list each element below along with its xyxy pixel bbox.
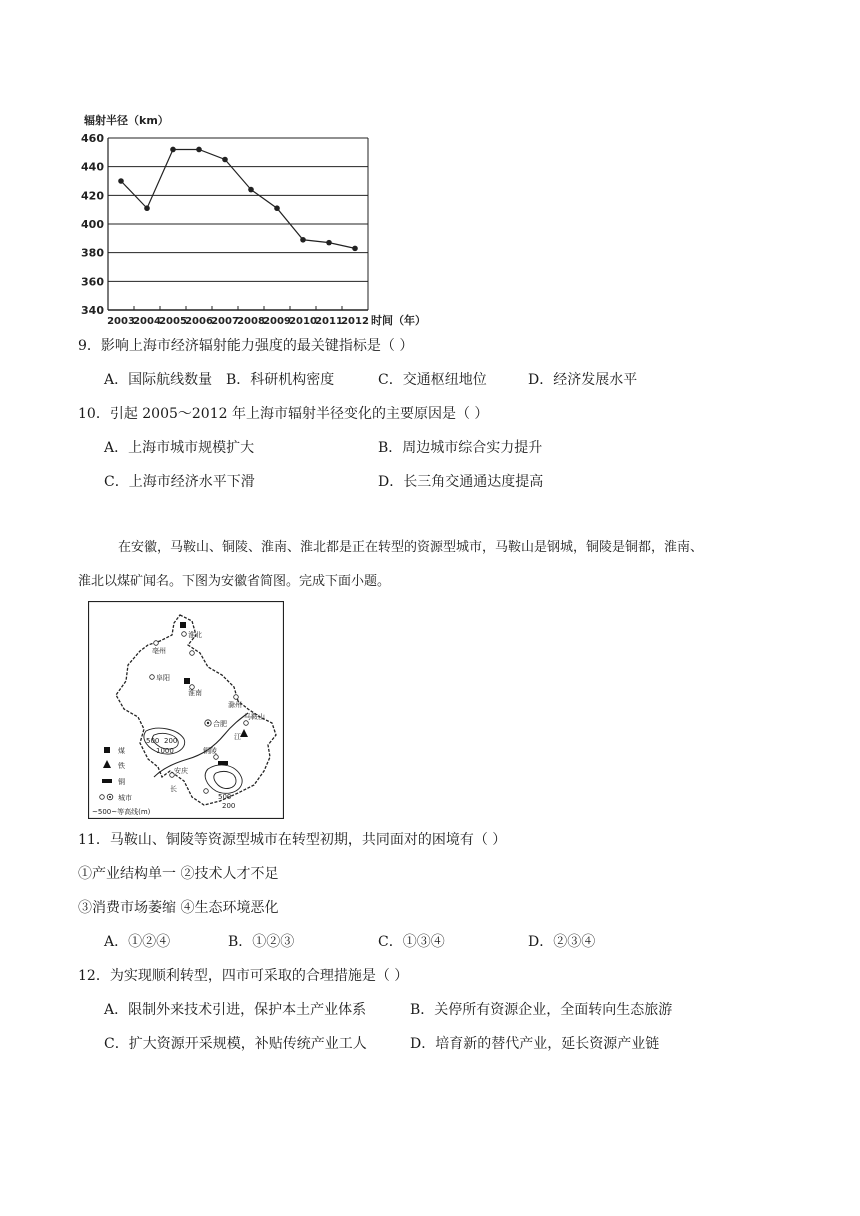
legend-city-circle [100, 795, 105, 800]
data-point-2008 [248, 187, 254, 193]
intro-line-2: 淮北以煤矿闻名。下图为安徽省简图。完成下面小题。 [78, 574, 391, 589]
q9-option-a[interactable]: A．国际航线数量 [104, 372, 213, 388]
q9-option-b[interactable]: B．科研机构密度 [226, 372, 335, 388]
anhui-map [88, 601, 284, 819]
coal-symbol-huaibei [180, 622, 186, 628]
data-point-2012 [352, 246, 358, 252]
q12-option-d[interactable]: D．培育新的替代产业，延长资源产业链 [410, 1036, 660, 1052]
data-point-2007 [222, 157, 228, 163]
legend-coal-symbol [104, 747, 110, 753]
q10-option-c[interactable]: C．上海市经济水平下滑 [104, 474, 255, 490]
river-char-jiang: 江 [234, 733, 241, 741]
copper-symbol-tongling [218, 761, 228, 765]
q9-option-c[interactable]: C．交通枢纽地位 [378, 372, 487, 388]
x-tick-label-2004: 2004 [133, 316, 161, 327]
q11-option-a[interactable]: A．①②④ [104, 934, 171, 950]
x-axis-label: 时间（年） [371, 314, 426, 327]
contour-label-500-a: 500 [146, 737, 160, 745]
y-tick-label-420: 420 [81, 189, 104, 203]
city-label-tongling: 铜陵 [203, 747, 217, 755]
city-label-fuyang: 阜阳 [156, 674, 170, 682]
intro-line-1: 在安徽，马鞍山、铜陵、淮南、淮北都是正在转型的资源型城市，马鞍山是钢城，铜陵是铜都，淮南、 [118, 540, 704, 555]
q11-option-c[interactable]: C．①③④ [378, 934, 445, 950]
legend-copper-label: 铜 [118, 778, 125, 786]
data-point-2010 [300, 237, 306, 243]
contour-label-500-b: 500 [218, 793, 232, 801]
radius-line-chart [70, 106, 460, 334]
city-circle-huaibei [182, 632, 187, 637]
coal-symbol-huainan [184, 678, 190, 684]
x-tick-label-2009: 2009 [263, 316, 291, 327]
y-axis-label: 辐射半径（km） [84, 114, 169, 127]
city-label-maanshan: 马鞍山 [244, 713, 265, 721]
question-10-stem: 10．引起 2005～2012 年上海市辐射半径变化的主要原因是（ ） [78, 406, 489, 422]
legend-contour-label: ~500~等高线(m) [92, 808, 151, 816]
city-label-chuzhou: 滁州 [228, 701, 242, 709]
city-circle-south [204, 789, 209, 794]
q11-option-b[interactable]: B．①②③ [228, 934, 295, 950]
x-tick-label-2005: 2005 [159, 316, 187, 327]
data-point-2011 [326, 240, 332, 246]
x-tick-label-2003: 2003 [107, 316, 135, 327]
data-point-2003 [118, 178, 124, 184]
city-label-anqing: 安庆 [174, 767, 188, 775]
question-11-stem: 11．马鞍山、铜陵等资源型城市在转型初期，共同面对的困境有（ ） [78, 832, 507, 848]
q12-option-b[interactable]: B．关停所有资源企业，全面转向生态旅游 [410, 1002, 673, 1018]
y-tick-label-360: 360 [81, 275, 104, 289]
radius-series-line [121, 149, 355, 248]
city-label-huainan: 淮南 [188, 689, 202, 697]
city-circle-hefei-inner [207, 722, 209, 724]
legend-city-circle-capital-dot [109, 796, 111, 798]
data-point-2009 [274, 205, 280, 211]
city-label-huaibei: 淮北 [188, 631, 202, 639]
city-circle-maanshan [244, 721, 249, 726]
legend-coal-label: 煤 [118, 747, 125, 755]
question-12-stem: 12．为实现顺利转型，四市可采取的合理措施是（ ） [78, 968, 409, 984]
q12-option-c[interactable]: C．扩大资源开采规模，补贴传统产业工人 [104, 1036, 367, 1052]
city-circle-extra [190, 651, 195, 656]
city-circle-chuzhou [234, 695, 239, 700]
city-circle-tongling [214, 755, 219, 760]
contour-label-200-b: 200 [222, 802, 236, 810]
city-circle-fuyang [150, 675, 155, 680]
q11-statement-line-1: ①产业结构单一 ②技术人才不足 [78, 866, 279, 882]
data-point-2005 [170, 147, 176, 153]
question-9-stem: 9．影响上海市经济辐射能力强度的最关键指标是（ ） [78, 338, 414, 354]
x-tick-label-2010: 2010 [289, 316, 317, 327]
y-tick-labels [81, 132, 104, 317]
y-tick-label-460: 460 [81, 132, 104, 145]
contour-label-1000: 1000 [156, 747, 174, 755]
y-tick-label-400: 400 [81, 218, 104, 231]
q10-option-d[interactable]: D．长三角交通通达度提高 [378, 474, 544, 490]
x-tick-labels [107, 316, 369, 327]
x-tick-label-2011: 2011 [315, 316, 343, 327]
contour-label-200-a: 200 [164, 737, 178, 745]
legend-iron-label: 铁 [118, 762, 125, 770]
data-point-2004 [144, 205, 150, 211]
data-point-2006 [196, 147, 202, 153]
q9-option-d[interactable]: D．经济发展水平 [528, 372, 638, 388]
city-circle-bozhou [154, 641, 159, 646]
y-tick-label-440: 440 [81, 160, 104, 174]
q10-option-a[interactable]: A．上海市城市规模扩大 [104, 440, 255, 456]
q12-option-a[interactable]: A．限制外来技术引进，保护本土产业体系 [104, 1002, 367, 1018]
q11-option-d[interactable]: D．②③④ [528, 934, 596, 950]
x-tick-label-2012: 2012 [341, 316, 369, 327]
q10-option-b[interactable]: B．周边城市综合实力提升 [378, 440, 543, 456]
city-label-hefei: 合肥 [213, 720, 227, 728]
legend-copper-symbol [102, 779, 112, 783]
x-tick-label-2006: 2006 [185, 316, 213, 327]
y-tick-label-340: 340 [81, 304, 104, 317]
q11-statement-line-2: ③消费市场萎缩 ④生态环境恶化 [78, 900, 279, 916]
chart-grid [108, 138, 368, 310]
x-tick-label-2008: 2008 [237, 316, 265, 327]
y-tick-label-380: 380 [81, 246, 104, 260]
radius-series-points [118, 147, 358, 252]
river-char-chang: 长 [170, 785, 177, 793]
legend-city-label: 城市 [118, 794, 132, 802]
city-label-bozhou: 亳州 [152, 647, 166, 655]
x-tick-label-2007: 2007 [211, 316, 239, 327]
